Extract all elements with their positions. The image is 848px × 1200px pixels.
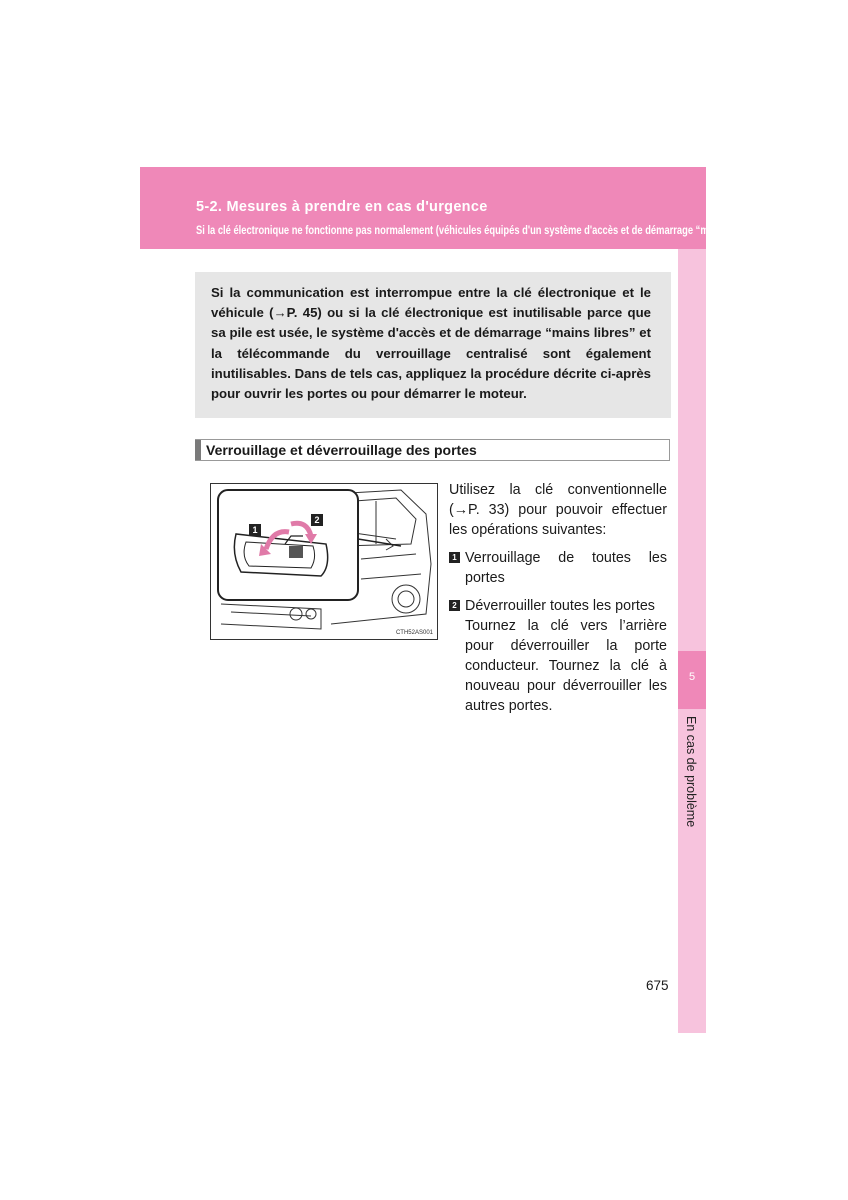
page-number: 675 <box>646 978 669 993</box>
chapter-header <box>140 167 763 249</box>
figure-label-2: 2 <box>314 515 320 525</box>
chapter-tab[interactable] <box>678 651 706 709</box>
item-number: 1 <box>449 552 460 563</box>
figure-caption: CTH52AS001 <box>395 630 433 636</box>
section-heading <box>195 439 670 461</box>
chapter-label <box>678 716 706 856</box>
figure-label-1: 1 <box>252 525 258 535</box>
chapter-tab-number: 5 <box>688 671 696 683</box>
item-text: Verrouillage de toutes les portes <box>465 550 667 586</box>
heading-bar <box>195 440 201 460</box>
instructions <box>449 480 667 724</box>
section-heading-text: Verrouillage et déverrouillage des portes <box>206 442 477 458</box>
section-title: 5-2. Mesures à prendre en cas d'urgence <box>196 199 488 215</box>
item-detail: Tournez la clé vers l’arrière pour déverrouiller la porte conducteur. Tournez la clé à nouveau pour déverrouiller les autres portes. <box>465 618 667 714</box>
chapter-sidebar <box>678 249 706 1033</box>
car-door-drawing <box>211 484 437 639</box>
list-item <box>449 548 667 588</box>
section-subtitle: Si la clé électronique ne fonctionne pas normalement (véhicules équipés d'un système d'accès et de démarrage “mains libres”) <box>196 223 763 237</box>
door-illustration <box>210 483 438 640</box>
notice-text: Si la communication est interrompue entre la clé électronique et le véhicule (→P. 45) ou si la clé électronique est inutilisable parce que sa pile est usée, le système d'accès et de démarrage “mains libres” et la télécommande du verrouillage centralisé sont également inutilisables. Dans de tels cas, appliquez la procédure décrite ci-après pour ouvrir les portes ou pour démarrer le moteur. <box>211 285 651 402</box>
chapter-label-text: En cas de problème <box>684 716 698 828</box>
list-item <box>449 596 667 716</box>
notice-box <box>195 272 671 418</box>
item-number: 2 <box>449 600 460 611</box>
item-text: Déverrouiller toutes les portes <box>465 598 655 614</box>
intro-text: Utilisez la clé conventionnelle (→P. 33) pour pouvoir effectuer les opérations suivantes: <box>449 482 667 538</box>
